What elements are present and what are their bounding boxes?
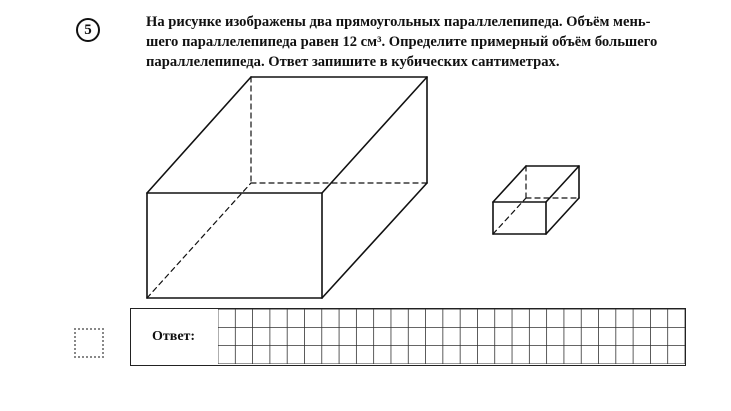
answer-label: Ответ: (152, 329, 196, 344)
large-hidden-left-bottom-edge (147, 183, 251, 298)
small-hidden-left-bottom-edge (493, 198, 526, 234)
small-right-bottom-edge (546, 198, 579, 234)
small-top-right-edge (546, 166, 579, 202)
answer-box (130, 308, 686, 366)
large-parallelepiped (147, 77, 427, 298)
small-top-left-edge (493, 166, 526, 202)
large-right-bottom-edge (322, 183, 427, 298)
large-top-right-edge (322, 77, 427, 193)
task-number: 5 (84, 21, 92, 38)
scoring-checkbox (74, 328, 104, 358)
problem-line-1: На рисунке изображены два прямоугольных параллелепипеда. Объём мень- (146, 14, 651, 30)
small-parallelepiped (493, 166, 579, 234)
problem-line-3: параллелепипеда. Ответ запишите в кубических сантиметрах. (146, 54, 560, 70)
answer-grid[interactable] (218, 309, 685, 364)
large-top-left-edge (147, 77, 251, 193)
problem-line-2: шего параллелепипеда равен 12 см³. Определите примерный объём большего (146, 34, 658, 50)
